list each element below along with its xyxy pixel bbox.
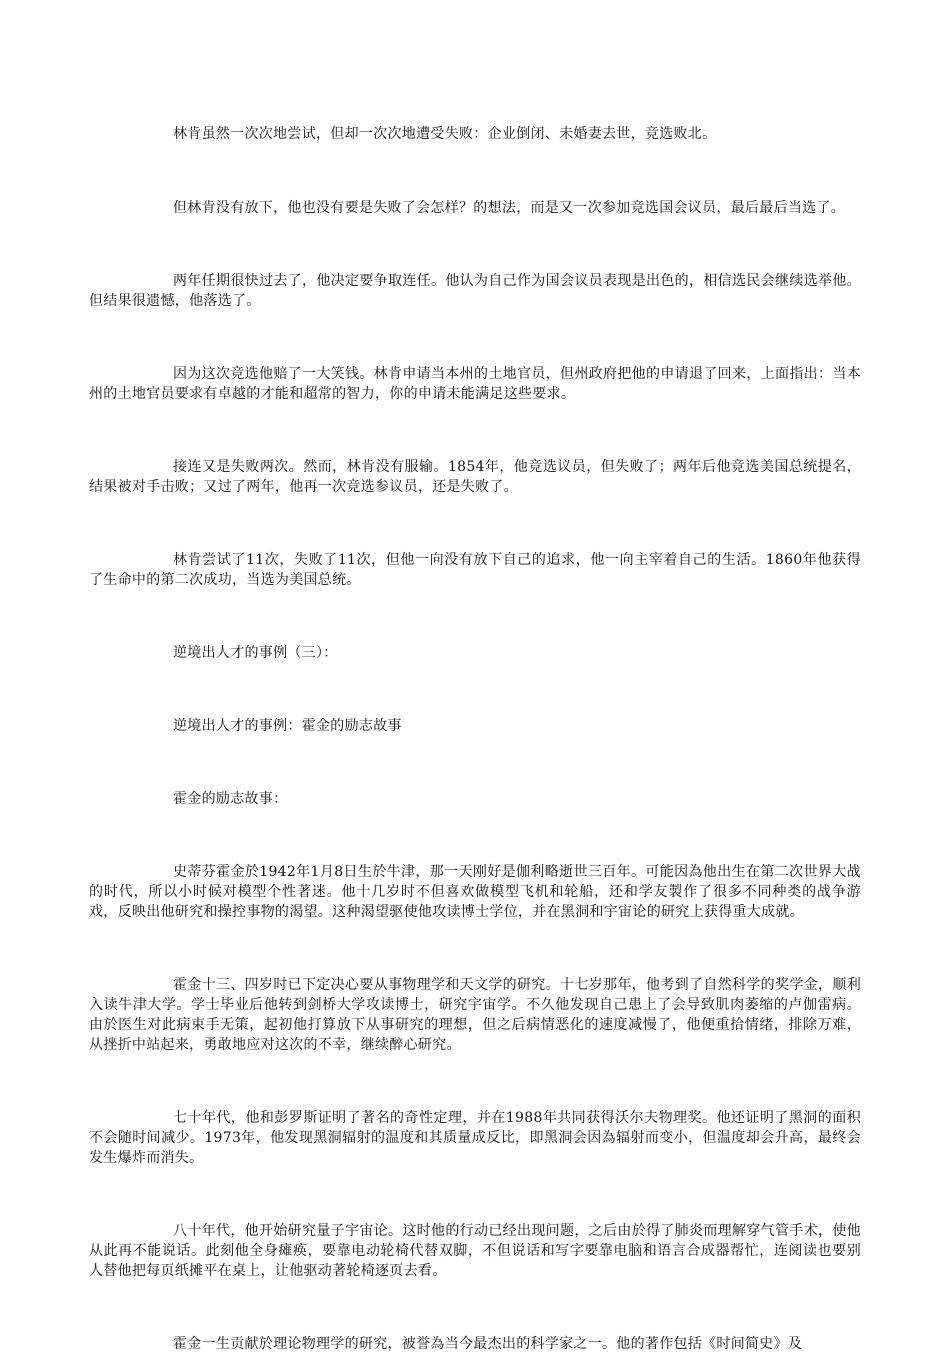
paragraph-hawking-eighties: 八十年代，他开始研究量子宇宙论。这时他的行动已经出现问题，之后由於得了肺炎而理解穿气管手术，使他从此再不能说话。此刻他全身瘫痪，要靠电动轮椅代替双脚，不但说话和写字要靠电脑和语言合成器帮忙，连阅读也要别人替他把每页纸摊平在桌上，让他驱动著轮椅逐页去看。 xyxy=(89,1223,861,1279)
paragraph-lincoln-two-more-failures: 接连又是失败两次。然而，林肯没有服输。1854年，他竞选议员，但失败了；两年后他竞选美国总统提名，结果被对手击败；又过了两年，他再一次竞选参议员，还是失败了。 xyxy=(89,459,861,495)
paragraph-gap xyxy=(89,590,861,643)
paragraph-lincoln-reelection: 两年任期很快过去了，他决定要争取连任。他认为自己作为国会议员表现是出色的，相信选民会继续选举他。但结果很遗憾，他落选了。 xyxy=(89,273,861,309)
paragraph-gap xyxy=(89,663,861,716)
paragraph-lincoln-president: 林肯尝试了11次，失败了11次，但他一向没有放下自己的追求，他一向主宰着自己的生活。1860年他获得了生命中的第二次成功，当选为美国总统。 xyxy=(89,552,861,588)
paragraph-gap xyxy=(89,218,861,271)
paragraph-gap xyxy=(89,311,861,364)
document-page xyxy=(89,124,861,1354)
paragraph-hawking-childhood: 史蒂芬霍金於1942年1月8日生於牛津，那一天刚好是伽利略逝世三百年。可能因為他出生在第二次世界大战的时代，所以小时候对模型个性著迷。他十几岁时不但喜欢做模型飞机和轮船，还和学友製作了很多不同种类的战争游戏，反映出他研究和操控事物的渴望。这种渴望驱使他攻读博士学位，并在黑洞和宇宙论的研究上获得重大成就。 xyxy=(89,864,861,920)
paragraph-hawking-education: 霍金十三、四岁时已下定决心要从事物理学和天文学的研究。十七岁那年，他考到了自然科学的奖学金，顺利入读牛津大学。学士毕业后他转到剑桥大学攻读博士，研究宇宙学。不久他发现自己患上了会导致肌肉萎缩的卢伽雷病。由於医生对此病束手无策，起初他打算放下从事研究的理想，但之后病情恶化的速度减慢了，他便重拾情绪，排除万难，从挫折中站起来，勇敢地应对这次的不幸，继续醉心研究。 xyxy=(89,977,861,1053)
paragraph-lincoln-land-officer: 因为这次竞选他赔了一大笑钱。林肯申请当本州的土地官员，但州政府把他的申请退了回来，上面指出：当本州的土地官员要求有卓越的才能和超常的智力，你的申请未能满足这些要求。 xyxy=(89,366,861,402)
paragraph-gap xyxy=(89,1055,861,1108)
paragraph-lincoln-elected-congress: 但林肯没有放下，他也没有要是失败了会怎样？的想法，而是又一次参加竞选国会议员，最后最后当选了。 xyxy=(173,200,846,216)
heading-example-three: 逆境出人才的事例（三）： xyxy=(173,645,338,661)
paragraph-gap xyxy=(89,809,861,862)
paragraph-gap xyxy=(89,736,861,789)
heading-hawking-story: 霍金的励志故事： xyxy=(173,791,288,807)
paragraph-hawking-seventies: 七十年代，他和彭罗斯证明了著名的奇性定理，并在1988年共同获得沃尔夫物理奖。他还证明了黑洞的面积不会随时间减少。1973年，他发现黑洞辐射的温度和其质量成反比，即黑洞会因為辐射而变小，但温度却会升高，最终会发生爆炸而消失。 xyxy=(89,1110,861,1166)
paragraph-gap xyxy=(89,1281,861,1334)
paragraph-gap xyxy=(89,1168,861,1221)
paragraph-gap xyxy=(89,404,861,457)
paragraph-lincoln-failures: 林肯虽然一次次地尝试，但却一次次地遭受失败：企业倒闭、未婚妻去世，竞选败北。 xyxy=(173,126,717,142)
heading-hawking-example: 逆境出人才的事例：霍金的励志故事 xyxy=(173,718,402,734)
paragraph-hawking-contribution: 霍金一生贡献於理论物理学的研究，被誉為当今最杰出的科学家之一。他的著作包括《时间简史》及 xyxy=(173,1336,803,1352)
paragraph-gap xyxy=(89,497,861,550)
paragraph-gap xyxy=(89,144,861,198)
paragraph-gap xyxy=(89,922,861,975)
